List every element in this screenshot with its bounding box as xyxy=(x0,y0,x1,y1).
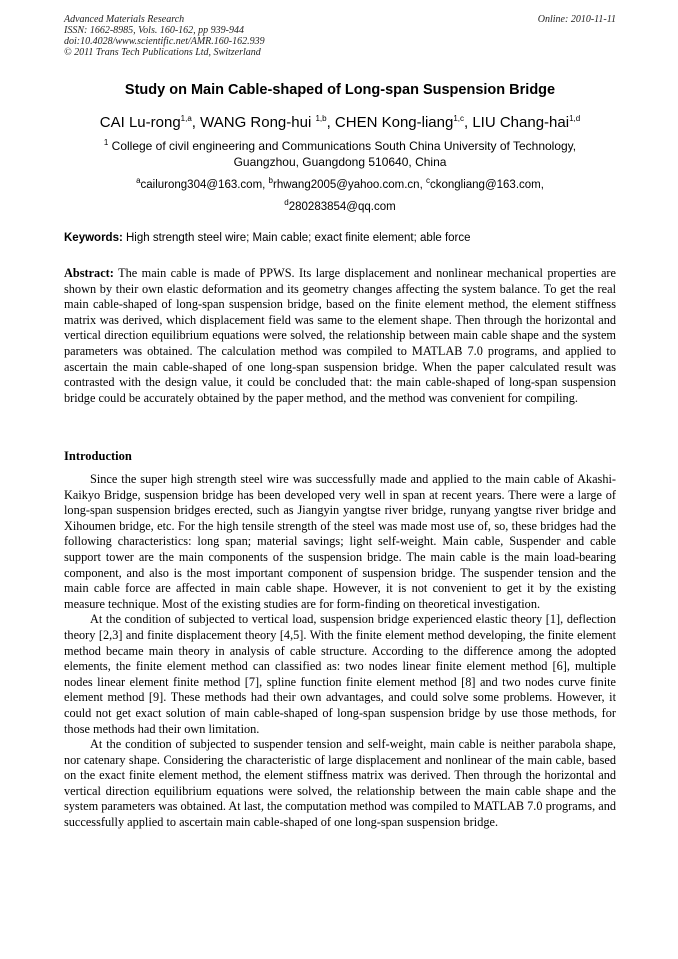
affiliation-line-1: College of civil engineering and Communications South China University of Technology, xyxy=(108,139,577,153)
author-name: CHEN Kong-liang xyxy=(334,114,454,131)
doi-line: doi:10.4028/www.scientific.net/AMR.160-162.939 xyxy=(64,36,265,47)
copyright-line: © 2011 Trans Tech Publications Ltd, Switzerland xyxy=(64,47,261,58)
email-c[interactable]: ckongliang@163.com, xyxy=(429,179,544,191)
paper-title: Study on Main Cable-shaped of Long-span Suspension Bridge xyxy=(124,82,556,98)
keywords-text: High strength steel wire; Main cable; exact finite element; able force xyxy=(122,232,471,244)
author-name: CAI Lu-rong xyxy=(99,114,181,131)
affiliation xyxy=(64,138,616,170)
abstract xyxy=(64,266,616,406)
introduction-body xyxy=(64,472,616,831)
author-sup: 1,d xyxy=(569,114,581,123)
author-name: LIU Chang-hai xyxy=(472,114,570,131)
abstract-label: Abstract: xyxy=(64,266,114,280)
journal-header xyxy=(64,14,616,58)
abstract-text: The main cable is made of PPWS. Its large displacement and nonlinear mechanical properties are shown by their own elastic deformation and its geometry changes affecting the system balance. To get the real main cable-shaped of long-span suspension bridge, based on the finite element method, the element stiffness matrix was derived, which displacement field was same to the element shape. Then through the horizontal and vertical direction equilibrium equations were solved, the relationship between main cable shape and the system parameters was obtained. The calculation method was compiled to MATLAB 7.0 programs, and applied to ascertain the main cable-shaped of one long-span suspension bridge. When the paper calculated result was contrasted with the design value, it could be concluded that: the main cable-shaped of long-span suspension bridge could be accurately obtained by the paper method, and the method was convenient for compiling. xyxy=(64,266,616,405)
journal-name: Advanced Materials Research xyxy=(64,14,185,25)
paragraph: At the condition of subjected to vertical load, suspension bridge experienced elastic theory [1], deflection theory [2,3] and finite displacement theory [4,5]. With the finite element method developing, the finite element method became main theory in analysis of cable structure. According to the difference among the adopted elements, the finite element method can classified as: two nodes linear finite element method [6], multiple nodes linear element finite method [7], spline function finite element method [8] and two nodes curve finite element method [9]. These methods had their own advantages, and could solve some problems. However, it could not get exact solution of main cable-shaped of long-span suspension bridge by use those methods, for those methods had their own limitation. xyxy=(64,612,616,736)
author-name: WANG Rong-hui xyxy=(200,114,316,131)
email-a[interactable]: cailurong304@163.com, xyxy=(140,179,269,191)
issn-line: ISSN: 1662-8985, Vols. 160-162, pp 939-944 xyxy=(64,25,244,36)
online-date: Online: 2010-11-11 xyxy=(537,14,616,25)
paragraph: At the condition of subjected to suspender tension and self-weight, main cable is neither parabola shape, nor catenary shape. Considering the characteristic of large displacement and nonlinear of the main cable, based on the exact finite element method, the element stiffness matrix was derived. Then through the horizontal and vertical direction equilibrium equations were solved, the relationship between the main cable shape and the system parameters was obtained. At last, the computation method was compiled to MATLAB 7.0 programs, and successfully applied to ascertain main cable-shaped of one long-span suspension bridge. xyxy=(64,737,616,830)
author-sup: 1,c xyxy=(453,114,464,123)
section-heading-introduction: Introduction xyxy=(64,449,132,463)
email-list: $^a$cailurong304@163.com, $^b$rhwang2005@yahoo.com.cn, $^c$ckongliang@163.com, $^d$280283854@qq.com xyxy=(136,176,544,213)
email-b[interactable]: rhwang2005@yahoo.com.cn, xyxy=(273,179,426,191)
author-sup: 1,a xyxy=(180,114,192,123)
keywords xyxy=(64,232,616,244)
affiliation-sup: 1 xyxy=(103,138,109,147)
email-d[interactable]: 280283854@qq.com xyxy=(288,201,396,213)
paragraph: Since the super high strength steel wire was successfully made and applied to the main cable of Akashi-Kaikyo Bridge, suspension bridge has been developed very well in span at recent years. There were a large of long-span suspension bridges erected, such as Jiangyin yangtse river bridge, runyang yangtse river bridge and Xihoumen bridge, etc. For the high tensile strength of the steel was made most use of, so, these bridges had the following characteristics: long span; material savings; light self-weight. Main cable, Suspender and cable support tower are the main components of the suspension bridge. The main cable is the main load-bearing component, and also is the most important component of suspension bridge. The suspender tension and the main cable force are affected in main cable shape. However, it is not convenient to get it by the existing measure technique. Most of the existing studies are for form-finding on theoretical investigation. xyxy=(64,472,616,611)
keywords-label: Keywords: xyxy=(64,232,123,244)
affiliation-line-2: Guangzhou, Guangdong 510640, China xyxy=(233,155,447,169)
author-sup: 1,b xyxy=(315,114,327,123)
author-list: CAI Lu-rong$^{1,a}$, WANG Rong-hui $^{1,b}$, CHEN Kong-liang$^{1,c}$, LIU Chang-hai$^{1,d}$ xyxy=(99,114,581,131)
